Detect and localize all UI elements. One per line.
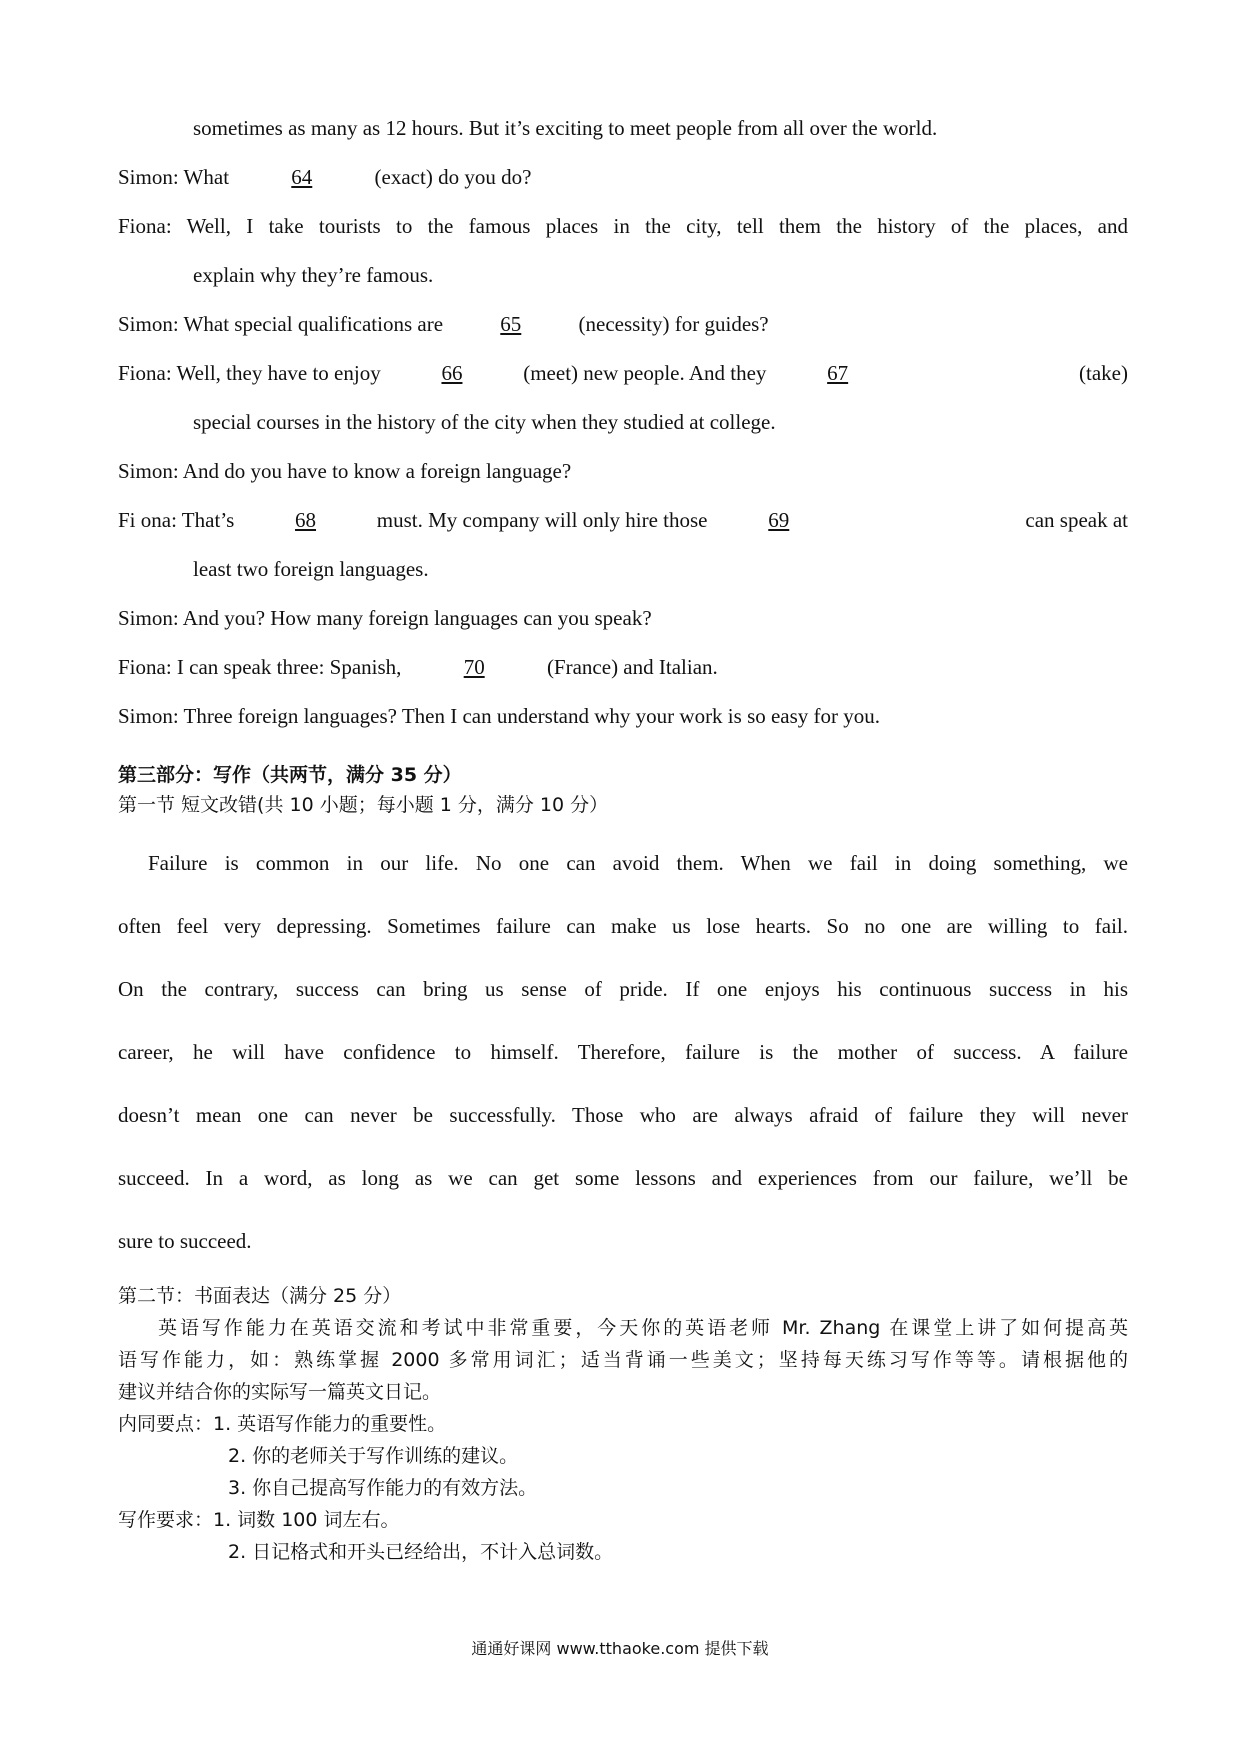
dialogue-line: explain why they’re famous. <box>193 263 434 287</box>
essay-line: sure to succeed. <box>118 1229 252 1253</box>
error-correction-passage <box>118 832 1128 1273</box>
content-point: 3. 你自己提高写作能力的有效方法。 <box>228 1477 538 1499</box>
essay-line: doesn’t mean one can never be successfully. Those who are always afraid of failure they will never <box>118 1103 1128 1127</box>
requirement-point: 2. 日记格式和开头已经给出，不计入总词数。 <box>228 1541 614 1563</box>
blank-70[interactable]: 70 <box>463 655 485 679</box>
essay-line: career, he will have confidence to himself. Therefore, failure is the mother of success. A failure <box>118 1040 1128 1064</box>
dialogue-line: Simon: What special qualifications are 65 (necessity) for guides? <box>118 300 1128 349</box>
dialogue-line: least two foreign languages. <box>193 557 429 581</box>
blank-67[interactable]: 67 <box>827 361 849 385</box>
requirement-point: 1. 词数 100 词左右。 <box>213 1509 400 1531</box>
dialogue-line: sometimes as many as 12 hours. But it’s exciting to meet people from all over the world. <box>193 116 938 140</box>
content-point: 1. 英语写作能力的重要性。 <box>213 1413 447 1435</box>
footer-download-note: 通通好课网 www.tthaoke.com 提供下载 <box>471 1639 769 1658</box>
essay-line: On the contrary, success can bring us sense of pride. If one enjoys his continuous success in his <box>118 977 1128 1001</box>
blank-68[interactable]: 68 <box>295 508 317 532</box>
content-points <box>118 1408 1128 1504</box>
subsection-title: 第二节：书面表达（满分 25 分） <box>118 1285 402 1307</box>
essay-line: Failure is common in our life. No one can avoid them. When we fail in doing something, we <box>148 851 1128 875</box>
prompt-line: 语写作能力，如：熟练掌握 2000 多常用词汇；适当背诵一些美文；坚持每天练习写作等等。请根据他的 <box>118 1349 1128 1371</box>
section-title: 第三部分：写作（共两节，满分 35 分） <box>118 764 462 786</box>
dialogue-line: Fiona: I can speak three: Spanish, 70 (France) and Italian. <box>118 643 1128 692</box>
prompt-line: 建议并结合你的实际写一篇英文日记。 <box>118 1381 442 1403</box>
dialogue-line: Simon: What 64 (exact) do you do? <box>118 153 1128 202</box>
dialogue-line: Fi ona: That’s 68 must. My company will only hire those 69 can speak at <box>118 496 1128 545</box>
dialogue <box>118 104 1128 741</box>
blank-69[interactable]: 69 <box>768 508 790 532</box>
content-point: 2. 你的老师关于写作训练的建议。 <box>228 1445 519 1467</box>
blank-64[interactable]: 64 <box>291 165 313 189</box>
subsection-title: 第一节 短文改错(共 10 小题；每小题 1 分，满分 10 分） <box>118 794 609 816</box>
writing-task <box>118 1280 1128 1568</box>
essay-line: succeed. In a word, as long as we can get some lessons and experiences from our failure, we’ll be <box>118 1166 1128 1190</box>
prompt-line: 英语写作能力在英语交流和考试中非常重要，今天你的英语老师 Mr. Zhang 在课堂上讲了如何提高英 <box>158 1317 1128 1339</box>
dialogue-line: Simon: Three foreign languages? Then I can understand why your work is so easy for you. <box>118 704 881 728</box>
dialogue-line: Fiona: Well, they have to enjoy 66 (meet) new people. And they 67 (take) <box>118 349 1128 398</box>
dialogue-line: special courses in the history of the city when they studied at college. <box>193 410 776 434</box>
dialogue-line: Simon: And you? How many foreign languages can you speak? <box>118 606 652 630</box>
essay-line: often feel very depressing. Sometimes failure can make us lose hearts. So no one are willing to fail. <box>118 914 1128 938</box>
dialogue-line: Simon: And do you have to know a foreign language? <box>118 459 572 483</box>
requirements-label: 写作要求： <box>118 1509 214 1531</box>
requirements <box>118 1504 1128 1568</box>
dialogue-line: Fiona: Well, I take tourists to the famous places in the city, tell them the history of the places, and <box>118 214 1128 238</box>
blank-65[interactable]: 65 <box>500 312 522 336</box>
content-label: 内同要点： <box>118 1413 214 1435</box>
blank-66[interactable]: 66 <box>441 361 463 385</box>
